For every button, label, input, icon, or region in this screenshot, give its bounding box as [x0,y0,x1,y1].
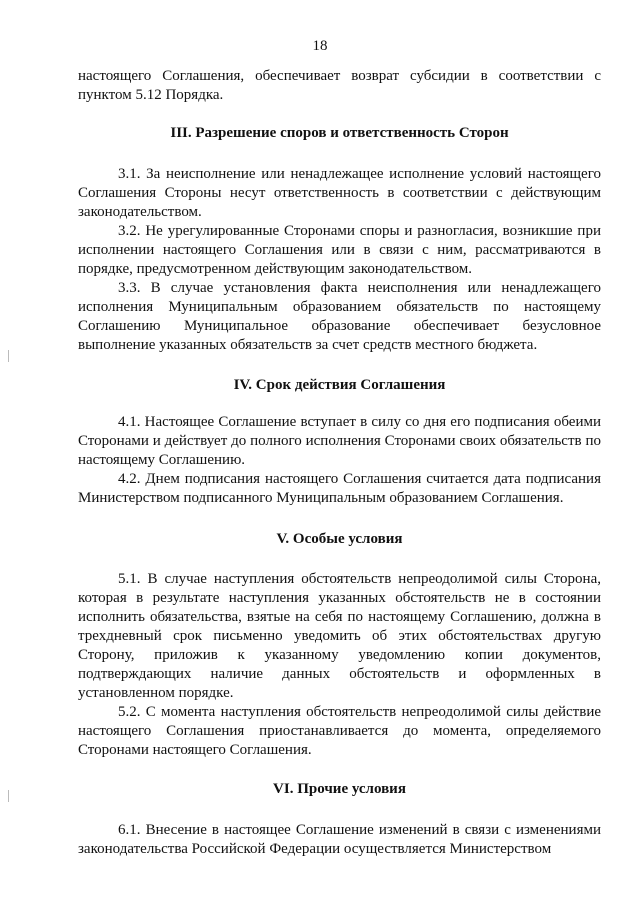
paragraph-6-1: 6.1. Внесение в настоящее Соглашение изменений в связи с изменениями законодательства Российской Федерации осуществляется Министерством [78,822,601,857]
section-4-title: IV. Срок действия Соглашения [233,377,446,393]
paragraph-3-2: 3.2. Не урегулированные Сторонами споры и разногласия, возникшие при исполнении настоящего Соглашения или в связи с ним, рассматриваются в порядке, предусмотренном действующим законодательством. [78,223,601,277]
scan-margin-mark [8,790,9,802]
section-6-title: VI. Прочие условия [273,781,406,797]
paragraph-3-1: 3.1. За неисполнение или ненадлежащее исполнение условий настоящего Соглашения Стороны несут ответственность в соответствии с действующим законодательством. [78,166,601,220]
intro-paragraph: настоящего Соглашения, обеспечивает возврат субсидии в соответствии с пунктом 5.12 Порядка. [78,68,601,103]
paragraph-3-3: 3.3. В случае установления факта неисполнения или ненадлежащего исполнения Муниципальным образованием обязательств по настоящему Соглашению Муниципальное образование обеспечивает безусловное выполнение указанных обязательств за счет средств местного бюджета. [78,280,601,353]
page-number: 18 [312,38,328,54]
paragraph-5-2: 5.2. С момента наступления обстоятельств непреодолимой силы действие настоящего Соглашения приостанавливается до момента, определяемого Сторонами настоящего Соглашения. [78,704,601,758]
paragraph-5-1: 5.1. В случае наступления обстоятельств непреодолимой силы Сторона, которая в результате наступления указанных обстоятельств не в состоянии исполнить обязательства, взятые на себя по настоящему Соглашению, должна в трехдневный срок письменно уведомить об этих обстоятельствах другую Сторону, приложив к указанному уведомлению копии документов, подтверждающих наличие данных обстоятельств и оформленных в установленном порядке. [78,571,601,701]
scan-margin-mark [8,350,9,362]
section-3-title: III. Разрешение споров и ответственность Сторон [170,125,509,141]
paragraph-4-2: 4.2. Днем подписания настоящего Соглашения считается дата подписания Министерством подписанного Муниципальным образованием Соглашения. [78,471,601,506]
section-5-title: V. Особые условия [276,531,403,547]
paragraph-4-1: 4.1. Настоящее Соглашение вступает в силу со дня его подписания обеими Сторонами и действует до полного исполнения Сторонами своих обязательств по настоящему Соглашению. [78,414,601,468]
